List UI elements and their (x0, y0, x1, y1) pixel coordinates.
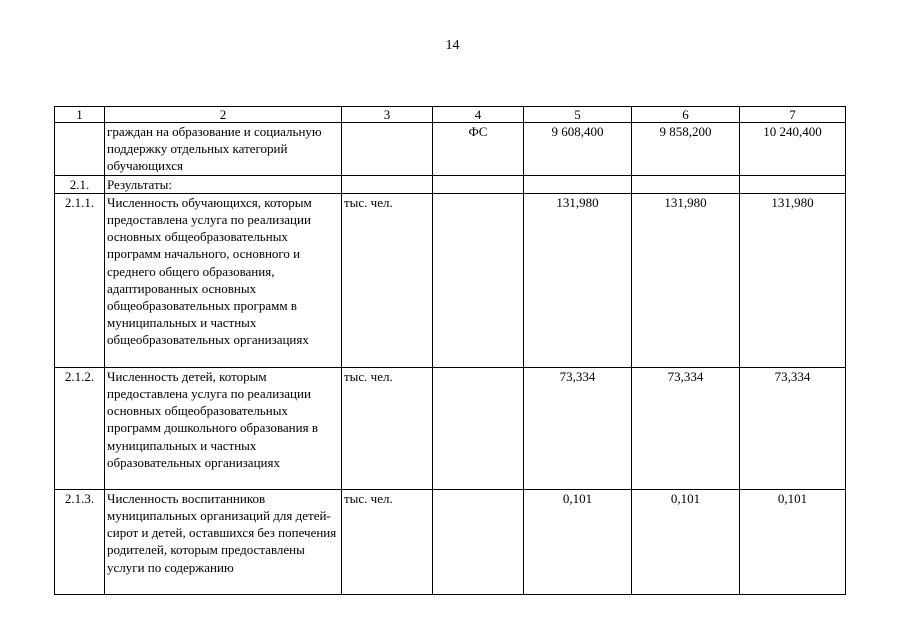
row-source (433, 489, 524, 594)
row-value-year-1: 0,101 (524, 489, 632, 594)
row-description: Численность воспитанников муниципальных организаций для детей-сирот и детей, оставшихся без попечения родителей, которым предоставлены услуги по содержанию (105, 489, 342, 594)
row-unit: тыс. чел. (342, 489, 433, 594)
column-header: 5 (524, 107, 632, 123)
row-description: Численность детей, которым предоставлена услуга по реализации основных общеобразовательных программ дошкольного образования в муниципальных и частных образовательных организациях (105, 367, 342, 489)
row-value-year-3: 131,980 (740, 193, 846, 367)
row-number: 2.1. (55, 175, 105, 193)
row-value-year-1: 131,980 (524, 193, 632, 367)
row-source (433, 193, 524, 367)
row-number: 2.1.3. (55, 489, 105, 594)
column-header: 2 (105, 107, 342, 123)
row-unit (342, 123, 433, 176)
row-value-year-1: 9 608,400 (524, 123, 632, 176)
row-unit: тыс. чел. (342, 193, 433, 367)
row-description: Численность обучающихся, которым предоставлена услуга по реализации основных общеобразовательных программ начального, основного и среднего общего образования, адаптированных основных общеобразовательных программ в муниципальных и частных общеобразовательных организациях (105, 193, 342, 367)
row-unit (342, 175, 433, 193)
row-value-year-2: 9 858,200 (632, 123, 740, 176)
row-number: 2.1.1. (55, 193, 105, 367)
column-number-row (55, 107, 846, 123)
row-description: граждан на образование и социальную поддержку отдельных категорий обучающихся (105, 123, 342, 176)
row-number (55, 123, 105, 176)
page-number: 14 (445, 38, 460, 53)
row-value-year-2: 0,101 (632, 489, 740, 594)
row-value-year-2 (632, 175, 740, 193)
column-header: 4 (433, 107, 524, 123)
table-row (55, 193, 846, 367)
row-value-year-3: 10 240,400 (740, 123, 846, 176)
row-source (433, 175, 524, 193)
row-description: Результаты: (105, 175, 342, 193)
row-source: ФС (433, 123, 524, 176)
table-row (55, 123, 846, 176)
table-row (55, 175, 846, 193)
row-value-year-3: 0,101 (740, 489, 846, 594)
row-number: 2.1.2. (55, 367, 105, 489)
row-value-year-2: 73,334 (632, 367, 740, 489)
row-value-year-2: 131,980 (632, 193, 740, 367)
column-header: 1 (55, 107, 105, 123)
column-header: 3 (342, 107, 433, 123)
row-value-year-3: 73,334 (740, 367, 846, 489)
row-source (433, 367, 524, 489)
table-row (55, 489, 846, 594)
row-value-year-1: 73,334 (524, 367, 632, 489)
row-value-year-1 (524, 175, 632, 193)
row-value-year-3 (740, 175, 846, 193)
table-row (55, 367, 846, 489)
budget-table (54, 106, 846, 595)
column-header: 6 (632, 107, 740, 123)
row-unit: тыс. чел. (342, 367, 433, 489)
column-header: 7 (740, 107, 846, 123)
